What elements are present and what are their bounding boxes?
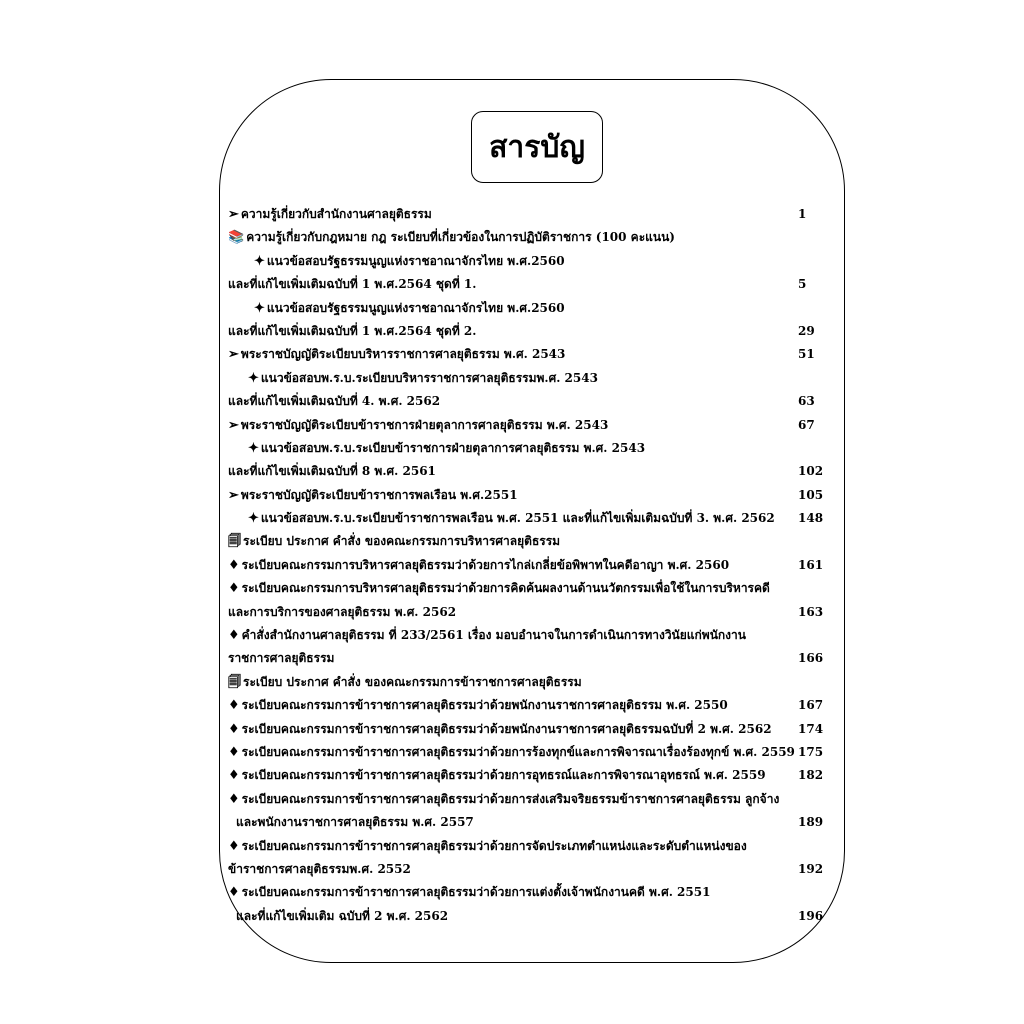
toc-page-number: 63 (798, 394, 815, 409)
toc-entry-label: และที่แก้ไขเพิ่มเติมฉบับที่ 1 พ.ศ.2564 ชุดที่ 2. (228, 323, 477, 338)
toc-entry-text (228, 414, 608, 437)
toc-entry-text (228, 297, 565, 320)
toc-entry-text (228, 905, 448, 928)
toc-entry-text (228, 273, 476, 296)
toc-page-number: 167 (798, 698, 824, 713)
toc-entry-label: แนวข้อสอบพ.ร.บ.ระเบียบข้าราชการฝ่ายตุลาการศาลยุติธรรม พ.ศ. 2543 (260, 440, 646, 455)
bullet-icon: 📚 (228, 230, 245, 246)
toc-entry (228, 694, 828, 717)
toc-entry (228, 390, 828, 413)
bullet-icon: ➢ (228, 207, 239, 222)
bullet-icon: ✦ (248, 511, 259, 527)
toc-entry (228, 624, 828, 647)
toc-entry-label: พระราชบัญญัติระเบียบบริหารราชการศาลยุติธรรม พ.ศ. 2543 (240, 347, 566, 362)
toc-entry-text (228, 367, 598, 390)
toc-entry-text (228, 554, 729, 577)
toc-entry (228, 460, 828, 483)
toc-entry-label: ระเบียบคณะกรรมการบริหารศาลยุติธรรมว่าด้วยการไกล่เกลี่ยข้อพิพาทในคดีอาญา พ.ศ. 2560 (241, 557, 730, 572)
bullet-icon: ♦ (228, 581, 240, 597)
toc-entry-label: และที่แก้ไขเพิ่มเติม ฉบับที่ 2 พ.ศ. 2562 (236, 908, 449, 923)
toc-entry-text (228, 881, 710, 904)
toc-entry-text (228, 390, 440, 413)
bullet-icon: 🗐 (228, 674, 241, 690)
toc-entry (228, 414, 828, 437)
toc-entry-label: แนวข้อสอบพ.ร.บ.ระเบียบบริหารราชการศาลยุติธรรมพ.ศ. 2543 (260, 370, 598, 385)
toc-entry-label: ระเบียบคณะกรรมการบริหารศาลยุติธรรมว่าด้วยการคิดค้นผลงานด้านนวัตกรรมเพื่อใช้ในการบริหารคดี (241, 581, 770, 596)
toc-page-number: 105 (798, 487, 824, 502)
toc-entry-text (228, 577, 770, 600)
toc-entry-text (228, 624, 746, 647)
toc-entry-label: ระเบียบคณะกรรมการข้าราชการศาลยุติธรรมว่าด้วยพนักงานราชการศาลยุติธรรมฉบับที่ 2 พ.ศ. 2562 (241, 721, 772, 736)
bullet-icon: ♦ (228, 791, 240, 807)
toc-entry-label: แนวข้อสอบรัฐธรรมนูญแห่งราชอาณาจักรไทย พ.ศ.2560 (266, 253, 565, 268)
toc-entry-label: พระราชบัญญัติระเบียบข้าราชการพลเรือน พ.ศ.2551 (240, 487, 518, 502)
toc-entry-label: พระราชบัญญัติระเบียบข้าราชการฝ่ายตุลาการศาลยุติธรรม พ.ศ. 2543 (240, 417, 609, 432)
bullet-icon: ➢ (228, 347, 239, 363)
toc-entry-text (228, 835, 747, 858)
toc-entry-text (228, 601, 456, 624)
bullet-icon: ♦ (228, 885, 240, 901)
toc-page-number: 102 (798, 464, 824, 479)
toc-entry-label: ระเบียบคณะกรรมการข้าราชการศาลยุติธรรมว่าด้วยการจัดประเภทตำแหน่งและระดับตำแหน่งของ (241, 838, 747, 853)
toc-page-number: 196 (798, 908, 824, 923)
toc-entry-text (228, 460, 436, 483)
toc-entry-label: ระเบียบคณะกรรมการข้าราชการศาลยุติธรรมว่าด้วยการอุทธรณ์และการพิจารณาอุทธรณ์ พ.ศ. 2559 (241, 768, 766, 783)
toc-page-number: 51 (798, 347, 815, 362)
bullet-icon: ✦ (248, 370, 259, 386)
toc-page-number: 5 (798, 277, 807, 292)
toc-entry (228, 718, 828, 741)
toc-entry (228, 764, 828, 787)
toc-page-number: 166 (798, 651, 824, 666)
bullet-icon: ➢ (228, 487, 239, 503)
toc-entry-text (228, 788, 779, 811)
bullet-icon: ♦ (228, 698, 240, 714)
toc-entry (228, 273, 828, 296)
toc-entry (228, 858, 828, 881)
toc-entry-label: แนวข้อสอบรัฐธรรมนูญแห่งราชอาณาจักรไทย พ.ศ.2560 (266, 300, 565, 315)
toc-entry-label: และพนักงานราชการศาลยุติธรรม พ.ศ. 2557 (236, 815, 474, 830)
toc-entry-label: ระเบียบคณะกรรมการข้าราชการศาลยุติธรรมว่าด้วยการแต่งตั้งเจ้าพนักงานคดี พ.ศ. 2551 (241, 885, 711, 900)
toc-entry-label: และที่แก้ไขเพิ่มเติมฉบับที่ 1 พ.ศ.2564 ชุดที่ 1. (228, 277, 477, 292)
toc-entry (228, 250, 828, 273)
toc-entry-label: ข้าราชการศาลยุติธรรมพ.ศ. 2552 (228, 861, 411, 876)
toc-entry (228, 297, 828, 320)
toc-entry (228, 671, 828, 694)
toc-entry (228, 530, 828, 553)
toc-entry (228, 881, 828, 904)
bullet-icon: ✦ (248, 440, 259, 456)
bullet-icon: ♦ (228, 838, 240, 854)
toc-entry-text (228, 694, 728, 717)
bullet-icon: ✦ (254, 300, 265, 316)
toc-entry-label: ระเบียบคณะกรรมการข้าราชการศาลยุติธรรมว่าด้วยพนักงานราชการศาลยุติธรรม พ.ศ. 2550 (241, 698, 728, 713)
toc-entry-text (228, 437, 645, 460)
toc-entry-label: ความรู้เกี่ยวกับกฎหมาย กฎ ระเบียบที่เกี่ยวข้องในการปฏิบัติราชการ (100 คะแนน) (246, 230, 675, 245)
toc-entry-label: ระเบียบคณะกรรมการข้าราชการศาลยุติธรรมว่าด้วยการส่งเสริมจริยธรรมข้าราชการศาลยุติธรรม ลูกจ้าง (241, 791, 780, 806)
bullet-icon: ➢ (228, 417, 239, 433)
toc-entry (228, 507, 828, 530)
page-title: สารบัญ (471, 111, 603, 183)
toc-entry-text (228, 203, 432, 226)
toc-page-number: 174 (798, 721, 824, 736)
toc-entry-text (228, 718, 772, 741)
toc-entry-label: ระเบียบ ประกาศ คำสั่ง ของคณะกรรมการข้าราชการศาลยุติธรรม (243, 674, 582, 689)
toc-page-number: 163 (798, 604, 824, 619)
bullet-icon: ♦ (228, 721, 240, 737)
toc-entry (228, 367, 828, 390)
toc-entry (228, 647, 828, 670)
toc-entry-text (228, 530, 560, 553)
toc-page-number: 182 (798, 768, 824, 783)
toc-entry (228, 554, 828, 577)
toc-page-number: 192 (798, 861, 824, 876)
toc-entry-text (228, 250, 565, 273)
toc-entry-label: คำสั่งสำนักงานศาลยุติธรรม ที่ 233/2561 เรื่อง มอบอำนาจในการดำเนินการทางวินัยแก่พนักงาน (241, 628, 746, 643)
toc-entry-text (228, 507, 775, 530)
toc-entry (228, 811, 828, 834)
toc-page-number: 29 (798, 323, 815, 338)
bullet-icon: 🗐 (228, 534, 241, 550)
toc-entry-text (228, 484, 518, 507)
toc-entry-text (228, 764, 766, 787)
toc-entry (228, 437, 828, 460)
toc-entry-text (228, 811, 474, 834)
toc-entry (228, 835, 828, 858)
toc-entry-text (228, 343, 565, 366)
toc-entry (228, 577, 828, 600)
toc-entry-label: และที่แก้ไขเพิ่มเติมฉบับที่ 4. พ.ศ. 2562 (228, 394, 441, 409)
toc-entry (228, 203, 828, 226)
toc-entry-text (228, 647, 334, 670)
toc-page-number: 161 (798, 557, 824, 572)
toc-entry-label: แนวข้อสอบพ.ร.บ.ระเบียบข้าราชการพลเรือน พ.ศ. 2551 และที่แก้ไขเพิ่มเติมฉบับที่ 3. พ.ศ. 2562 (260, 511, 775, 526)
toc-entry (228, 320, 828, 343)
bullet-icon: ♦ (228, 628, 240, 644)
toc-entry (228, 343, 828, 366)
bullet-icon: ♦ (228, 557, 240, 573)
toc-entry-label: และที่แก้ไขเพิ่มเติมฉบับที่ 8 พ.ศ. 2561 (228, 464, 436, 479)
toc-entry (228, 741, 828, 764)
toc-entry (228, 905, 828, 928)
toc-entry-text (228, 858, 411, 881)
bullet-icon: ✦ (254, 253, 265, 269)
toc-page-number: 67 (798, 417, 815, 432)
toc-entry-text (228, 226, 675, 249)
toc-entry (228, 226, 828, 249)
toc-page-number: 175 (798, 744, 824, 759)
toc-entry (228, 484, 828, 507)
table-of-contents (228, 203, 828, 928)
toc-entry-text (228, 671, 582, 694)
toc-entry (228, 601, 828, 624)
toc-entry-label: ระเบียบคณะกรรมการข้าราชการศาลยุติธรรมว่าด้วยการร้องทุกข์และการพิจารณาเรื่องร้องทุกข์ พ.ศ. 2559 (241, 744, 795, 759)
bullet-icon: ♦ (228, 768, 240, 784)
toc-entry-label: ระเบียบ ประกาศ คำสั่ง ของคณะกรรมการบริหารศาลยุติธรรม (243, 534, 561, 549)
toc-entry-label: ความรู้เกี่ยวกับสำนักงานศาลยุติธรรม (240, 207, 432, 221)
toc-entry-text (228, 741, 795, 764)
toc-entry-text (228, 320, 476, 343)
toc-entry-label: และการบริการของศาลยุติธรรม พ.ศ. 2562 (228, 604, 457, 619)
toc-entry-label: ราชการศาลยุติธรรม (228, 651, 335, 666)
bullet-icon: ♦ (228, 744, 240, 760)
toc-page-number: 148 (798, 511, 824, 526)
toc-entry (228, 788, 828, 811)
toc-page-number: 1 (798, 207, 807, 221)
toc-page-number: 189 (798, 815, 824, 830)
